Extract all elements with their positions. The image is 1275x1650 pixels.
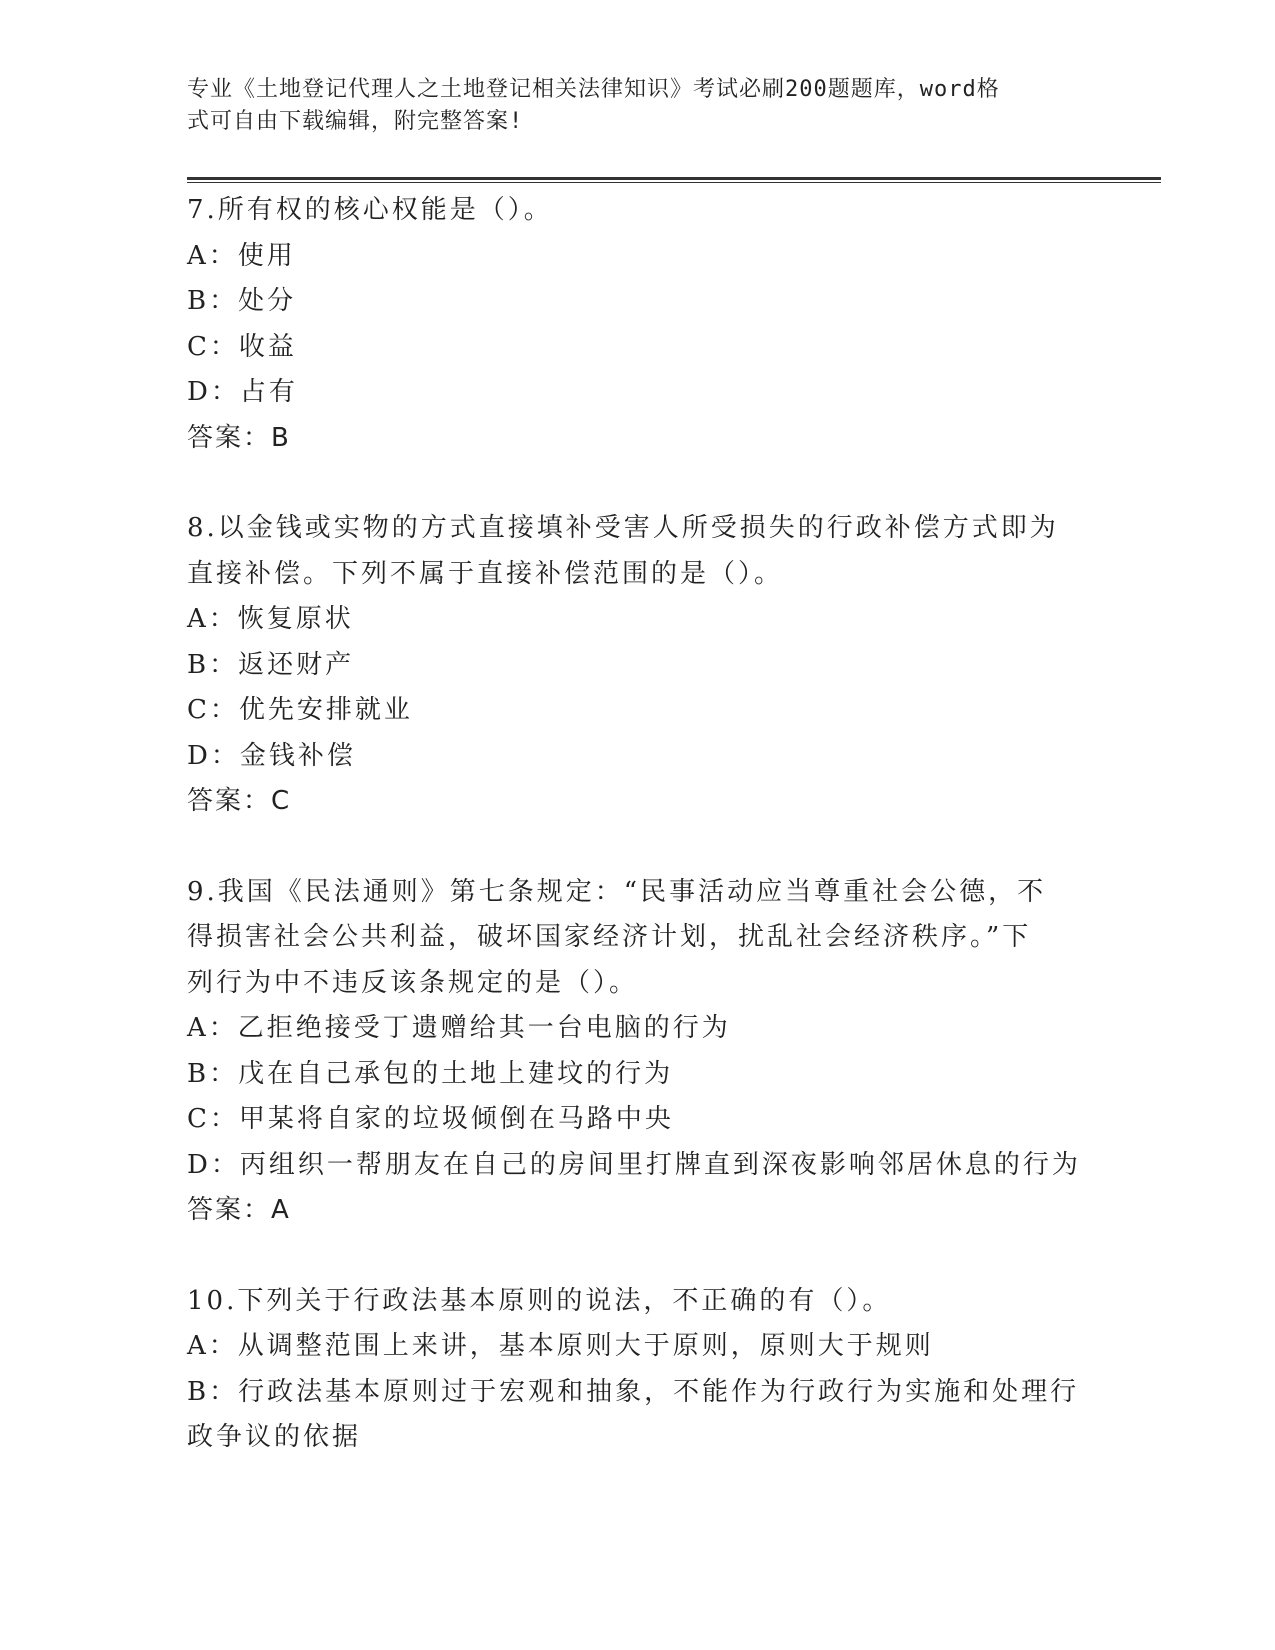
- answer: 答案：B: [187, 422, 291, 453]
- option-a: A：从调整范围上来讲，基本原则大于原则，原则大于规则: [187, 1331, 934, 1361]
- option-b: B：处分: [187, 286, 297, 316]
- option-a: A：恢复原状: [187, 604, 354, 634]
- option-d: D：丙组织一帮朋友在自己的房间里打牌直到深夜影响邻居休息的行为: [187, 1149, 1081, 1180]
- option-b: B：返还财产: [187, 649, 355, 680]
- question-text: 得损害社会公共利益，破坏国家经济计划，扰乱社会经济秩序。”下: [187, 922, 1032, 952]
- option-b-continued: 政争议的依据: [187, 1422, 362, 1452]
- question-7: [187, 188, 1087, 461]
- option-c: C：优先安排就业: [187, 695, 413, 725]
- option-d: D：金钱补偿: [187, 740, 356, 771]
- question-text: 列行为中不违反该条规定的是（）。: [187, 967, 639, 998]
- question-text: 9.我国《民法通则》第七条规定：“民事活动应当尊重社会公德，不: [187, 876, 1047, 907]
- option-a: A：乙拒绝接受丁遗赠给其一台电脑的行为: [187, 1013, 731, 1043]
- question-text: 7.所有权的核心权能是（）。: [187, 195, 553, 225]
- header-line-2: 式可自由下载编辑，附完整答案!: [187, 109, 524, 134]
- answer: 答案：A: [187, 1195, 291, 1225]
- question-text: 8.以金钱或实物的方式直接填补受害人所受损失的行政补偿方式即为: [187, 513, 1059, 543]
- header-rule-thin: [187, 182, 1161, 183]
- question-list: [187, 188, 1087, 1461]
- option-d: D：占有: [187, 377, 298, 407]
- question-spacer: [187, 1234, 1087, 1279]
- answer: 答案：C: [187, 786, 292, 816]
- question-9: [187, 870, 1087, 1234]
- question-8: [187, 506, 1087, 825]
- question-spacer: [187, 461, 1087, 506]
- question-text: 10.下列关于行政法基本原则的说法，不正确的有（）。: [187, 1285, 892, 1316]
- question-10: [187, 1279, 1087, 1461]
- option-c: C：收益: [187, 331, 297, 362]
- header-rule-thick: [187, 177, 1161, 180]
- document-header: [187, 74, 1067, 138]
- option-a: A：使用: [187, 240, 296, 271]
- question-spacer: [187, 825, 1087, 870]
- option-c: C：甲某将自家的垃圾倾倒在马路中央: [187, 1104, 674, 1134]
- option-b: B：戊在自己承包的土地上建坟的行为: [187, 1058, 674, 1089]
- option-b: B：行政法基本原则过于宏观和抽象，不能作为行政行为实施和处理行: [187, 1376, 1080, 1407]
- header-line-1: 专业《土地登记代理人之土地登记相关法律知识》考试必刷200题题库，word格: [187, 77, 1000, 102]
- question-text: 直接补偿。下列不属于直接补偿范围的是（）。: [187, 558, 784, 589]
